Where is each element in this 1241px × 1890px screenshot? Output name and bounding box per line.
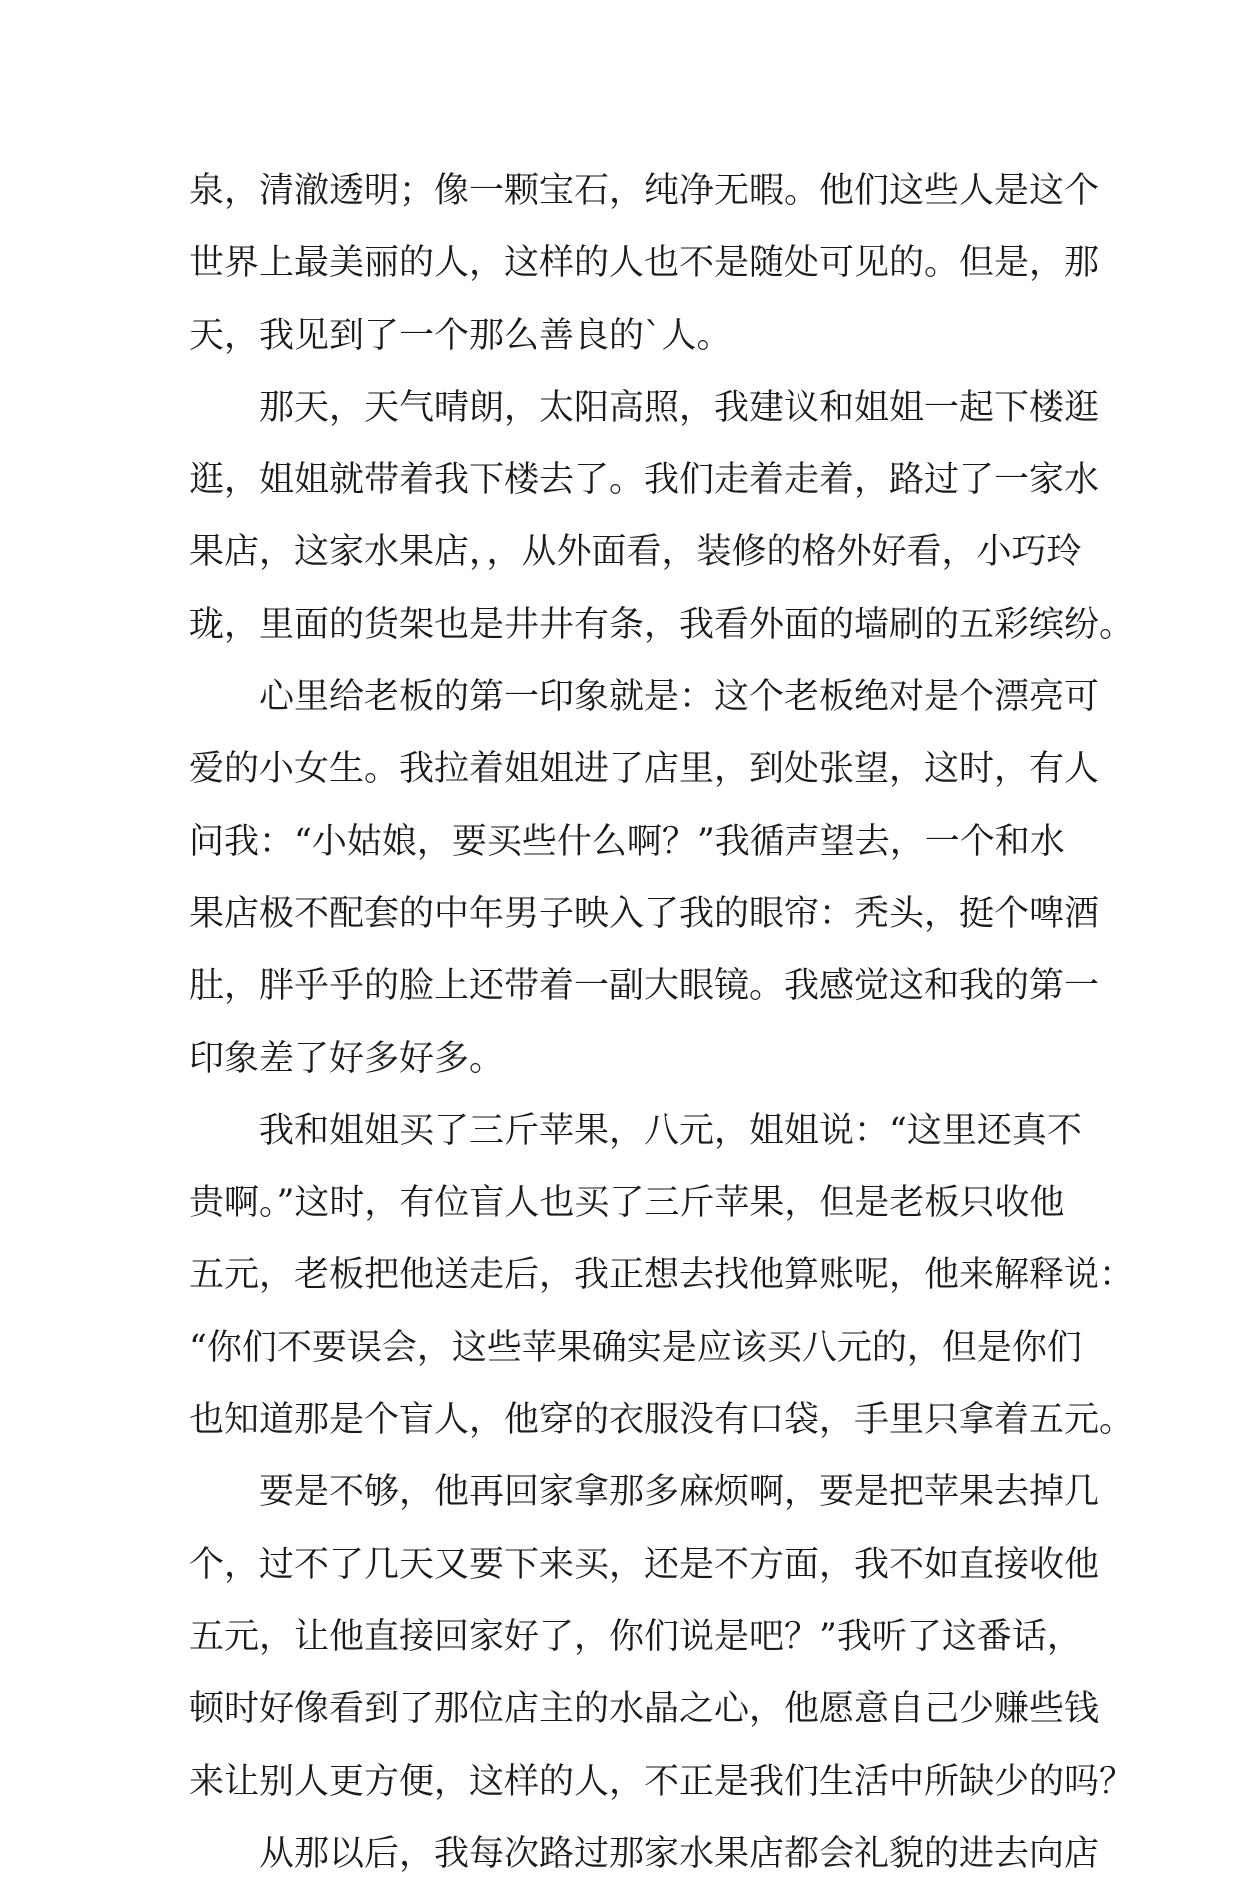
text-line: 心里给老板的第一印象就是：这个老板绝对是个漂亮可 [259,677,1100,718]
text-line: 珑，里面的货架也是井井有条，我看外面的墙刷的五彩缤纷。 [189,604,1135,645]
text-line: “你们不要误会，这些苹果确实是应该买八元的，但是你们 [189,1327,1082,1368]
text-line: 泉，清澈透明；像一颗宝石，纯净无暇。他们这些人是这个 [189,171,1100,211]
text-line: 贵啊。”这时，有位盲人也买了三斤苹果，但是老板只收他 [189,1183,1065,1224]
text-line: 五元，老板把他送走后，我正想去找他算账呢，他来解释说： [189,1255,1135,1296]
text-line: 顿时好像看到了那位店主的水晶之心，他愿意自己少赚些钱 [189,1689,1100,1730]
text-line: 那天，天气晴朗，太阳高照，我建议和姐姐一起下楼逛 [259,387,1100,428]
text-line: 个，过不了几天又要下来买，还是不方面，我不如直接收他 [189,1544,1100,1585]
text-line: 肚，胖乎乎的脸上还带着一副大眼镜。我感觉这和我的第一 [189,966,1100,1007]
text-line: 天，我见到了一个那么善良的`人。 [189,315,732,356]
text-line: 果店极不配套的中年男子映入了我的眼帘：秃头，挺个啤酒 [189,893,1100,934]
text-line: 要是不够，他再回家拿那多麻烦啊，要是把苹果去掉几 [259,1472,1100,1513]
document-body [189,155,1135,1890]
text-line: 从那以后，我每次路过那家水果店都会礼貌的进去向店 [259,1833,1100,1874]
text-line: 也知道那是个盲人，他穿的衣服没有口袋，手里只拿着五元。 [189,1400,1135,1441]
text-line: 世界上最美丽的人，这样的人也不是随处可见的。但是，那 [189,243,1100,284]
text-line: 问我：“小姑娘，要买些什么啊？”我循声望去，一个和水 [189,821,1065,862]
text-line: 爱的小女生。我拉着姐姐进了店里，到处张望，这时，有人 [189,749,1100,790]
text-line: 逛，姐姐就带着我下楼去了。我们走着走着，路过了一家水 [189,460,1100,501]
text-line: 我和姐姐买了三斤苹果，八元，姐姐说：“这里还真不 [259,1110,1082,1151]
text-line: 印象差了好多好多。 [189,1038,505,1079]
text-line: 来让别人更方便，这样的人，不正是我们生活中所缺少的吗？ [189,1761,1135,1802]
text-line: 果店，这家水果店，，从外面看，装修的格外好看，小巧玲 [189,532,1082,573]
text-line: 五元，让他直接回家好了，你们说是吧？”我听了这番话， [189,1616,1082,1657]
